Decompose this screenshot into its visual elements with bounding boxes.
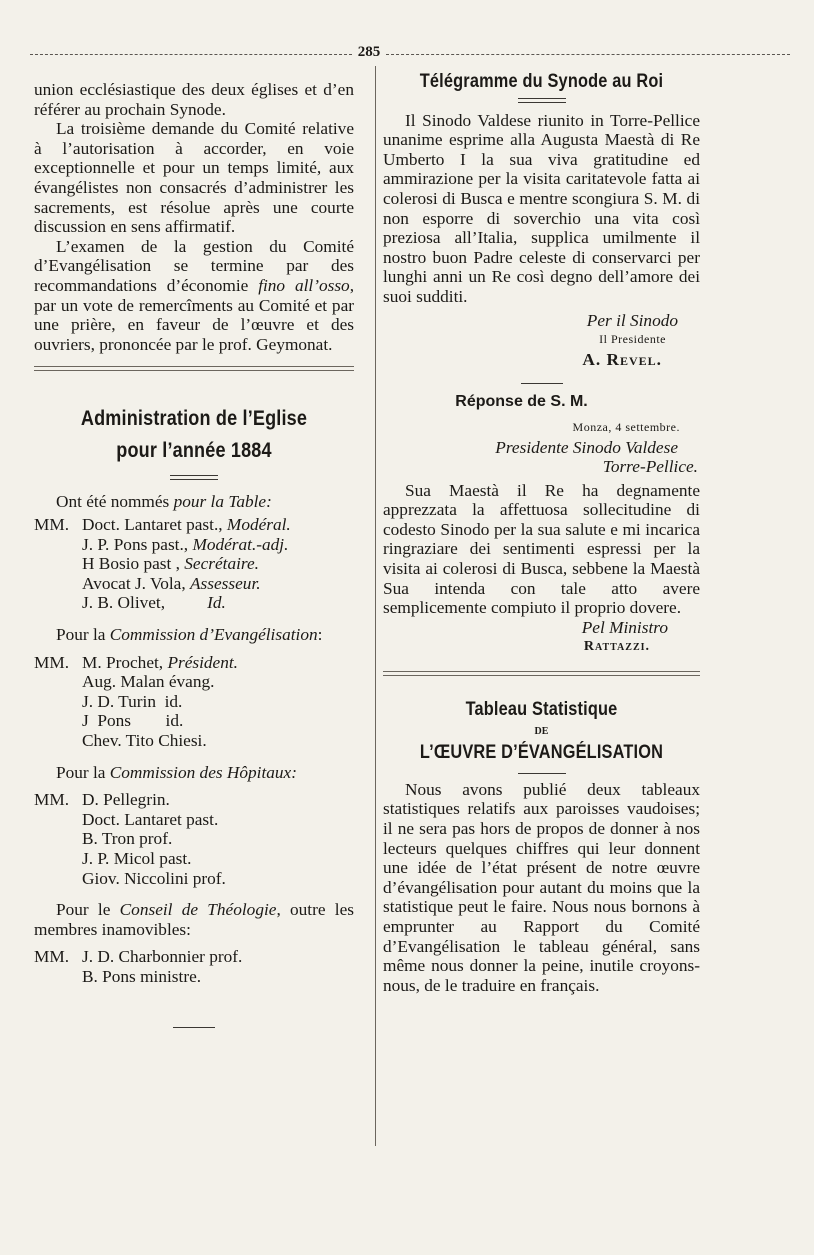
page-header — [30, 44, 790, 64]
dateline: Monza, 4 settembre. — [572, 419, 680, 434]
list-prefix: MM. — [34, 515, 70, 535]
pel-ministro-text: Pel Ministro — [581, 617, 668, 637]
right-column — [383, 72, 700, 995]
admin-title-line2: pour l’année 1884 — [116, 438, 272, 462]
list-item: Chev. Tito Chiesi. — [82, 731, 207, 751]
member-role: Président. — [167, 652, 238, 672]
member-name: Doct. Lantaret past., — [82, 515, 227, 535]
title-ornament-rule — [170, 475, 218, 480]
list-item: Giov. Niccolini prof. — [82, 868, 226, 888]
page-number: 285 — [357, 44, 381, 60]
list-item: Doct. Lantaret past. — [82, 809, 219, 829]
addressee-line2 — [383, 457, 700, 477]
signature-revel: A. Revel. — [582, 349, 662, 369]
list-item — [34, 554, 354, 574]
member-name: J. B. Olivet, — [82, 593, 166, 613]
member-name: D. Pellegrin. — [82, 790, 170, 810]
list-item — [34, 535, 354, 555]
conseil-intro-italic: Conseil de Théologie — [119, 900, 277, 920]
table-members-list — [34, 515, 354, 613]
list-item — [34, 790, 354, 810]
title-ornament-rule — [518, 98, 566, 103]
telegram-title: Télégramme du Synode au Roi — [419, 71, 664, 92]
member-role: Modérat.-adj. — [192, 534, 289, 554]
list-prefix: MM. — [34, 790, 70, 810]
header-rule-right — [386, 54, 790, 55]
header-rule-left — [30, 54, 352, 55]
list-item: B. Pons ministre. — [82, 966, 202, 986]
conseil-intro — [34, 900, 354, 939]
member-name: J. D. Charbonnier prof. — [82, 947, 243, 967]
column-divider — [375, 66, 376, 1146]
member-name: Avocat J. Vola, — [82, 573, 190, 593]
commission-hop-intro — [34, 763, 354, 783]
table-intro-italic: pour la Table: — [173, 491, 272, 511]
reply-text: Sua Maestà il Re ha degnamente apprezzata la affettuosa sollecitudine di codesto Sinodo per la sua salute e mi incarica ringraziare dei sentimenti espressi per la visita ai colerosi di Busca, sebbene la Maestà Sua intenda con tale atto avere semplicemente compiuto il proprio dovere. — [383, 480, 700, 618]
per-sinodo — [383, 311, 700, 331]
table-intro — [34, 492, 354, 512]
reponse-title: Réponse de S. M. — [455, 393, 588, 411]
exam-italic: fino all’osso — [258, 275, 350, 295]
exam-text-post: , par un vote de remercîments au Comité et par une prière, en faveur de l’œuvre et des ouvriers, prononcée par le prof. Geymonat. — [34, 275, 355, 354]
per-sinodo-text: Per il Sinodo — [586, 310, 678, 330]
list-item — [34, 653, 354, 673]
commission-intro-italic: Commission des Hôpitaux: — [109, 762, 297, 782]
commission-evang-list — [34, 653, 354, 751]
list-item: J. P. Micol past. — [82, 849, 192, 868]
list-item: J. D. Turin id. — [82, 691, 183, 711]
member-role: Assesseur. — [190, 573, 261, 593]
commission-evang-intro — [34, 625, 354, 645]
commission-intro-colon: : — [317, 625, 323, 645]
addressee-line1 — [383, 438, 700, 458]
admin-title-line1: Administration de l’Eglise — [80, 407, 308, 431]
commission-intro-text: Pour la — [56, 625, 110, 645]
pel-ministro — [383, 618, 700, 638]
list-item: Aug. Malan évang. — [82, 672, 215, 692]
left-column — [34, 80, 354, 1034]
addressee-place: Torre-Pellice. — [602, 457, 698, 477]
table-intro-text: Ont été nommés — [56, 491, 174, 511]
member-name: J. P. Pons past., — [82, 534, 193, 554]
exam-text-pre: L’examen de la gestion du Comité d’Evangélisation se termine par des recommandations d’économie — [34, 236, 354, 295]
member-role: Secrétaire. — [184, 554, 259, 574]
member-role: Modéral. — [226, 515, 291, 535]
commission-hop-list — [34, 790, 354, 888]
tableau-title-line2: L’ŒUVRE D’ÉVANGÉLISATION — [419, 742, 664, 764]
section-separator — [383, 671, 700, 676]
third-request-paragraph: La troisième demande du Comité relative à l’autorisation à accorder, en voie exceptionnelle et pour un temps limité, aux évangélistes non consacrés d’administrer les sacrements, est résolue après une courte discussion en sens affirmatif. — [34, 119, 354, 237]
presidente-label: Il Presidente — [599, 332, 666, 347]
section-separator — [34, 366, 354, 371]
list-prefix: MM. — [34, 947, 70, 967]
list-item — [34, 593, 354, 613]
tableau-de: DE — [534, 725, 549, 737]
conseil-intro-post: , outre les membres inamovibles: — [34, 900, 354, 939]
list-item: J Pons id. — [82, 711, 184, 731]
list-item — [34, 574, 354, 594]
list-item — [34, 947, 354, 967]
telegram-text: Il Sinodo Valdese riunito in Torre-Pellice unanime esprime alla Augusta Maestà di Re Umberto I la sua viva gratitudine ed ammirazione per la visita caritatevole fatta ai colerosi di Busca e mentre scongiura S. M. di non esporre di soverchio una vita così preziosa all’Italia, supplica umilmente il nostro buon Padre celeste di conservarci per lunghi anni un Re così degno dell’amore dei suoi sudditi. — [383, 110, 700, 306]
member-name: H Bosio past , — [82, 554, 185, 574]
end-rule — [173, 1027, 215, 1028]
tableau-text: Nous avons publié deux tableaux statistiques relatifs aux paroisses vaudoises; il ne sera pas hors de propos de donner à nos lecteurs quelques chiffres qui leur donnent une idée de l’état présent de notre œuvre d’évangélisation pour autant du moins que la statistique peut le faire. Nous nous bornons à emprunter au Rapport du Comité d’Evangélisation le tableau général, sans même nous donner la peine, inutile croyons-nous, de le traduire en français. — [383, 779, 700, 995]
section-rule — [521, 383, 563, 384]
conseil-intro-text: Pour le — [56, 900, 120, 920]
list-item: B. Tron prof. — [82, 829, 173, 849]
list-item — [34, 515, 354, 535]
commission-intro-text: Pour la — [56, 762, 110, 782]
minister-signature: Rattazzi. — [583, 639, 650, 655]
list-prefix: MM. — [34, 652, 70, 672]
commission-intro-italic: Commission d’Evangélisation — [109, 625, 318, 645]
member-role: Id. — [207, 593, 226, 613]
member-name: M. Prochet, — [82, 652, 168, 672]
conseil-list — [34, 947, 354, 986]
exam-paragraph — [34, 237, 354, 355]
title-ornament-rule — [518, 773, 566, 774]
addressee-text: Presidente Sinodo Valdese — [495, 437, 678, 457]
continued-paragraph: union ecclésiastique des deux églises et d’en référer au prochain Synode. — [34, 80, 354, 119]
tableau-title-line1: Tableau Statistique — [465, 699, 618, 721]
